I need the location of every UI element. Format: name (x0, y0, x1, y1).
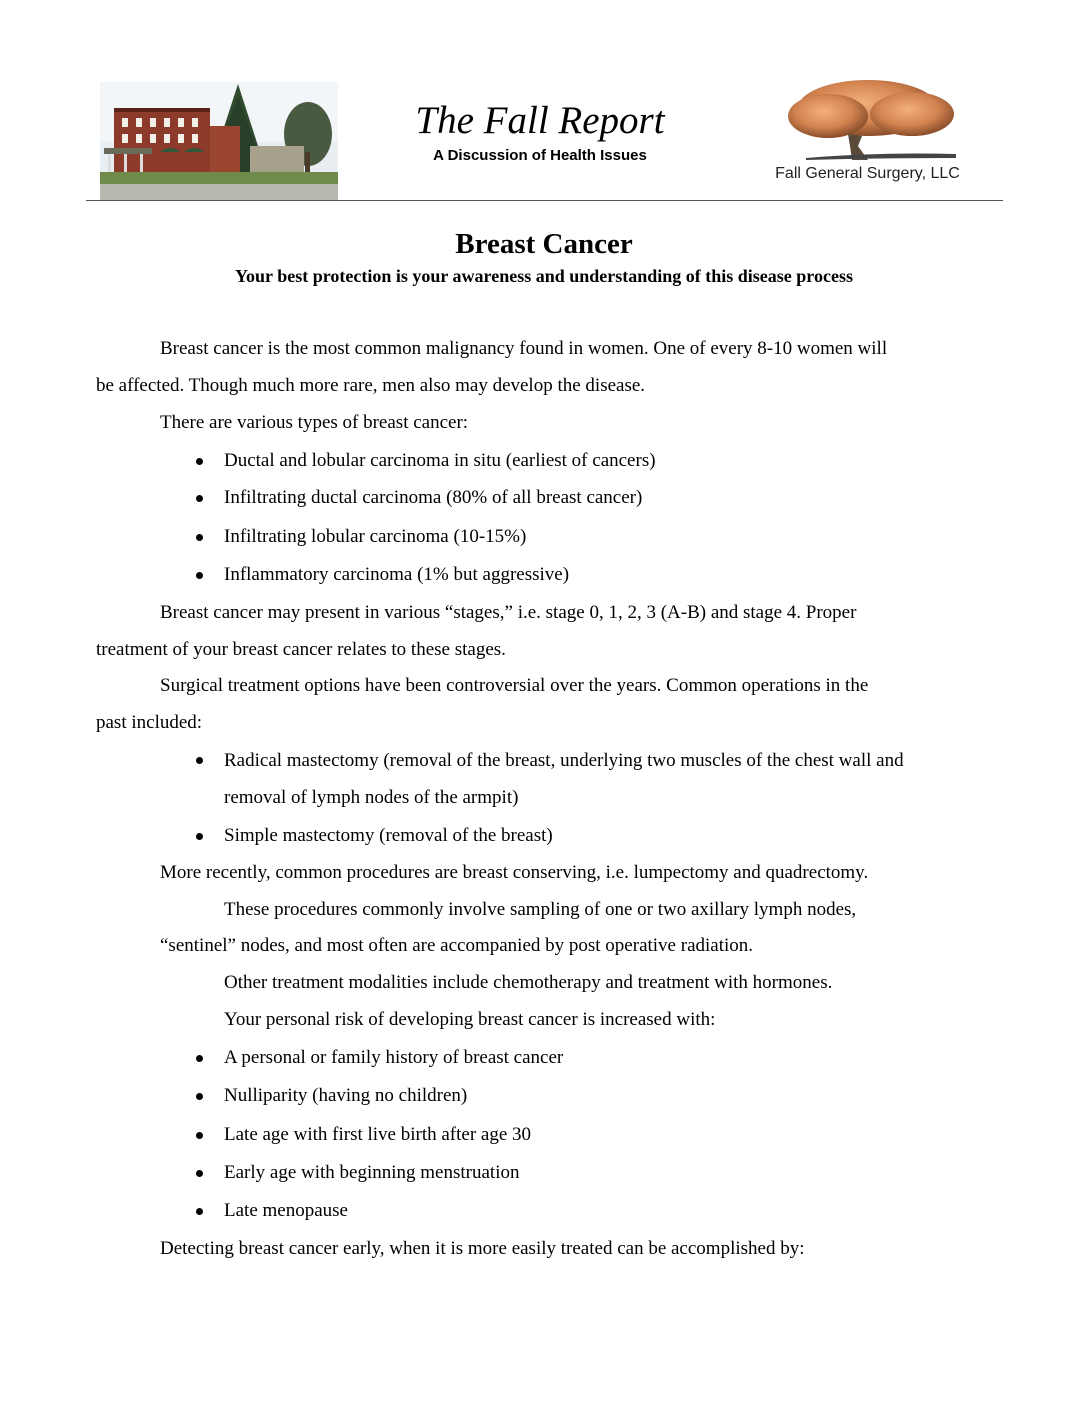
bullet-icon (196, 1132, 203, 1139)
paragraph-line: Other treatment modalities include chemotherapy and treatment with hormones. (224, 972, 833, 993)
list-item: Early age with beginning menstruation (224, 1162, 520, 1183)
list-item: Nulliparity (having no children) (224, 1085, 468, 1106)
list-item: Inflammatory carcinoma (1% but aggressive) (224, 564, 570, 585)
bullet-icon (196, 833, 203, 840)
list-item: Infiltrating lobular carcinoma (10-15%) (224, 526, 527, 547)
paragraph-line: There are various types of breast cancer: (160, 412, 469, 433)
list-item: Late menopause (224, 1200, 348, 1221)
logo-text: Fall General Surgery, LLC (775, 165, 960, 182)
paragraph-line: “sentinel” nodes, and most often are accompanied by post operative radiation. (160, 935, 754, 956)
bullet-icon (196, 1055, 203, 1062)
bullet-icon (196, 757, 203, 764)
bullet-icon (196, 534, 203, 541)
paragraph-line: past included: (96, 712, 203, 733)
building-photo (100, 82, 338, 200)
list-item: A personal or family history of breast cancer (224, 1047, 564, 1068)
paragraph-line: More recently, common procedures are breast conserving, i.e. lumpectomy and quadrectomy. (160, 862, 869, 883)
bullet-icon (196, 1170, 203, 1177)
bullet-icon (196, 1093, 203, 1100)
paragraph-line: These procedures commonly involve sampling of one or two axillary lymph nodes, (224, 899, 857, 920)
paragraph-line: Breast cancer is the most common malignancy found in women. One of every 8-10 women will (160, 338, 888, 359)
masthead-title: The Fall Report (415, 99, 665, 142)
bullet-icon (196, 458, 203, 465)
list-item: removal of lymph nodes of the armpit) (224, 787, 519, 808)
list-item: Radical mastectomy (removal of the breast, underlying two muscles of the chest wall and (224, 750, 904, 771)
paragraph-line: treatment of your breast cancer relates to these stages. (96, 639, 506, 660)
bullet-icon (196, 572, 203, 579)
list-item: Infiltrating ductal carcinoma (80% of all breast cancer) (224, 487, 643, 508)
paragraph-line: Breast cancer may present in various “stages,” i.e. stage 0, 1, 2, 3 (A-B) and stage 4. Proper (160, 602, 857, 623)
header-divider (86, 200, 1003, 201)
article-headline: Breast Cancer (455, 228, 633, 260)
list-item: Ductal and lobular carcinoma in situ (earliest of cancers) (224, 450, 656, 471)
list-item: Late age with first live birth after age 30 (224, 1124, 532, 1145)
paragraph-line: Your personal risk of developing breast cancer is increased with: (224, 1009, 716, 1030)
bullet-icon (196, 495, 203, 502)
list-item: Simple mastectomy (removal of the breast) (224, 825, 553, 846)
article-subheadline: Your best protection is your awareness and understanding of this disease process (235, 266, 853, 286)
bullet-icon (196, 1208, 203, 1215)
masthead-subtitle: A Discussion of Health Issues (433, 147, 647, 164)
paragraph-line: be affected. Though much more rare, men also may develop the disease. (96, 375, 646, 396)
paragraph-line: Detecting breast cancer early, when it is more easily treated can be accomplished by: (160, 1238, 805, 1259)
paragraph-line: Surgical treatment options have been controversial over the years. Common operations in the (160, 675, 869, 696)
